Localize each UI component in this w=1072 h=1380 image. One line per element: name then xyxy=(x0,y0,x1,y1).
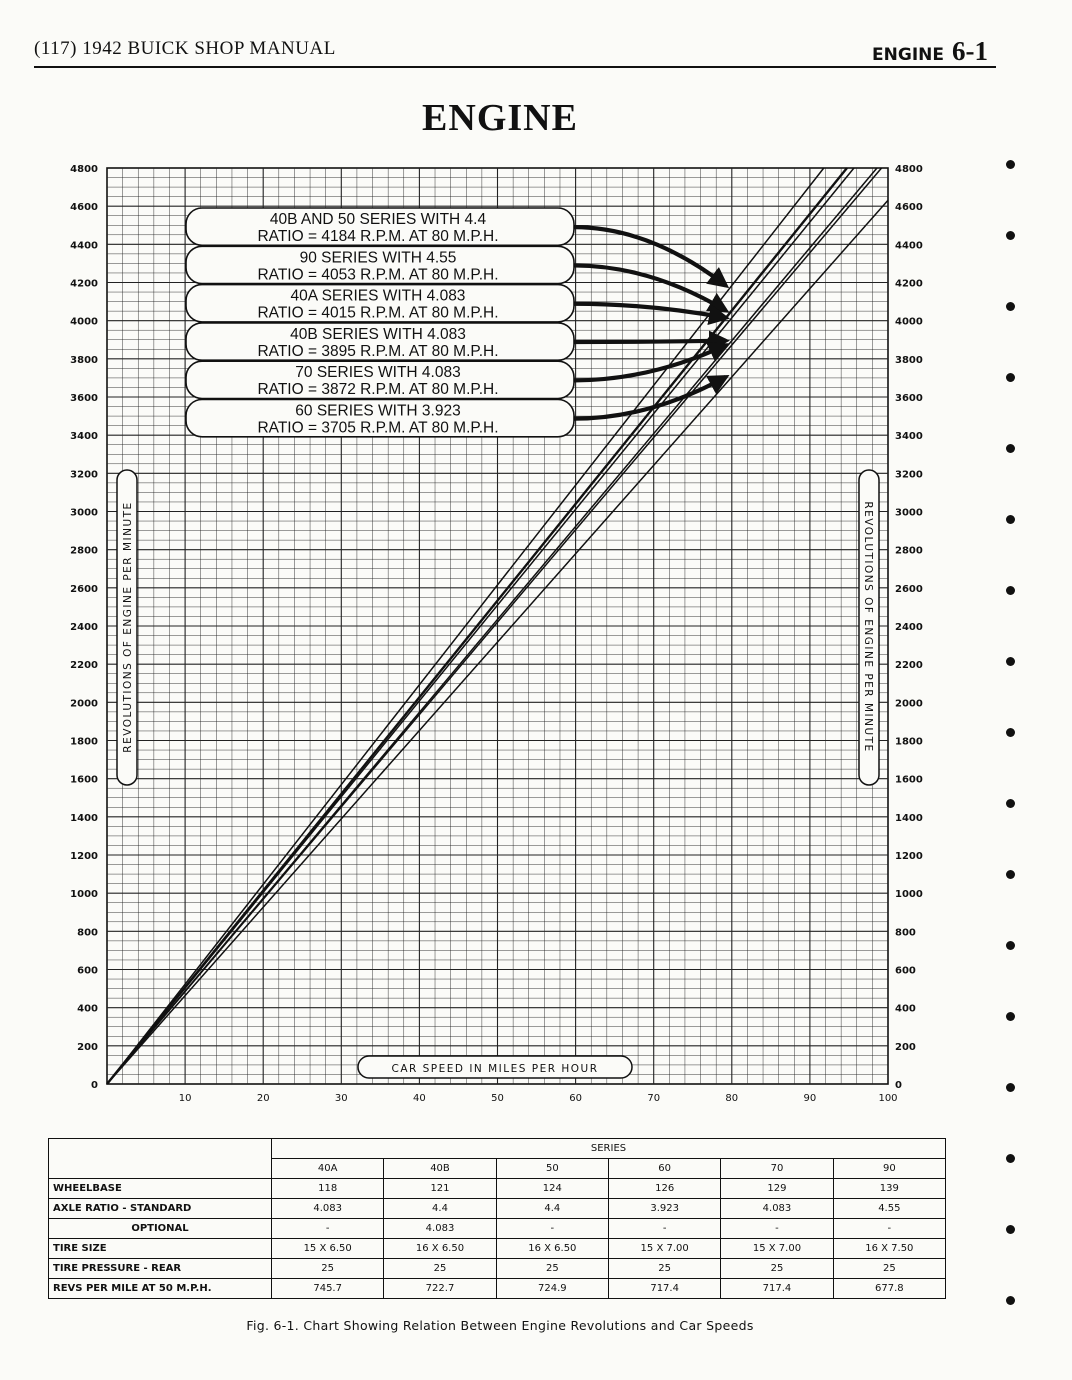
binder-hole xyxy=(1006,1154,1015,1163)
table-cell: 15 X 7.00 xyxy=(608,1239,720,1259)
x-tick-labels xyxy=(179,1093,898,1104)
spec-table-body xyxy=(49,1179,946,1299)
table-row xyxy=(49,1259,946,1279)
x-tick-label: 100 xyxy=(878,1093,898,1104)
annotation-line2: RATIO = 3872 R.P.M. AT 80 M.P.H. xyxy=(257,381,499,399)
y-tick-labels-right xyxy=(895,164,923,1091)
header-section-number: 6-1 xyxy=(952,36,988,66)
series-column-header: 60 xyxy=(608,1159,720,1179)
row-label: WHEELBASE xyxy=(49,1179,272,1199)
y-axis-label-right xyxy=(859,470,879,785)
y-tick-label-left: 4800 xyxy=(70,164,98,175)
table-cell: 724.9 xyxy=(496,1279,608,1299)
y-tick-label-left: 1200 xyxy=(70,851,98,862)
table-cell: 25 xyxy=(496,1259,608,1279)
annotation-arrow xyxy=(574,304,726,318)
row-label: TIRE SIZE xyxy=(49,1239,272,1259)
y-tick-label-left: 2400 xyxy=(70,622,98,633)
y-tick-label-right: 2800 xyxy=(895,545,923,557)
binder-hole xyxy=(1006,160,1015,169)
y-tick-label-left: 3800 xyxy=(70,354,98,366)
table-cell: 139 xyxy=(833,1179,945,1199)
table-cell: - xyxy=(833,1219,945,1239)
table-cell: 15 X 6.50 xyxy=(272,1239,384,1259)
table-cell: 4.083 xyxy=(384,1219,496,1239)
table-cell: 121 xyxy=(384,1179,496,1199)
series-column-header: 40A xyxy=(272,1159,384,1179)
y-tick-label-left: 2000 xyxy=(70,698,98,710)
y-tick-label-left: 4600 xyxy=(70,202,98,214)
annotation-line1: 70 SERIES WITH 4.083 xyxy=(295,364,461,382)
y-tick-label-right: 3800 xyxy=(895,354,923,366)
table-cell: 4.55 xyxy=(833,1199,945,1219)
annotation-line2: RATIO = 4015 R.P.M. AT 80 M.P.H. xyxy=(257,304,499,322)
y-tick-label-right: 4600 xyxy=(895,202,923,214)
x-tick-label: 60 xyxy=(569,1093,582,1104)
table-cell: 717.4 xyxy=(721,1279,833,1299)
table-row xyxy=(49,1239,946,1259)
spec-table-corner xyxy=(49,1139,272,1179)
binder-hole xyxy=(1006,586,1015,595)
annotation-line1: 60 SERIES WITH 3.923 xyxy=(295,402,461,420)
binder-hole xyxy=(1006,1225,1015,1234)
table-cell: 4.4 xyxy=(496,1199,608,1219)
table-cell: 3.923 xyxy=(608,1199,720,1219)
y-tick-label-right: 1400 xyxy=(895,812,923,824)
table-cell: 4.083 xyxy=(721,1199,833,1219)
table-cell: 25 xyxy=(721,1259,833,1279)
table-cell: 25 xyxy=(384,1259,496,1279)
table-row xyxy=(49,1179,946,1199)
annotation-line1: 90 SERIES WITH 4.55 xyxy=(299,249,457,267)
table-cell: 4.4 xyxy=(384,1199,496,1219)
table-cell: 124 xyxy=(496,1179,608,1199)
y-tick-label-left: 3600 xyxy=(70,393,98,404)
annotation-arrow xyxy=(574,341,726,342)
binder-hole xyxy=(1006,302,1015,311)
table-cell: 722.7 xyxy=(384,1279,496,1299)
annotation-boxes xyxy=(186,208,574,437)
table-cell: - xyxy=(272,1219,384,1239)
y-tick-label-right: 400 xyxy=(895,1003,916,1015)
annotation-line2: RATIO = 4184 R.P.M. AT 80 M.P.H. xyxy=(257,228,499,245)
y-tick-label-right: 1000 xyxy=(895,889,923,901)
y-tick-labels-left xyxy=(70,164,98,1091)
row-label: OPTIONAL xyxy=(49,1219,272,1239)
binder-hole xyxy=(1006,657,1015,666)
y-tick-label-right: 4200 xyxy=(895,278,923,290)
page-title: ENGINE xyxy=(422,97,578,139)
y-tick-label-left: 4400 xyxy=(70,240,98,252)
header-section-label: ENGINE xyxy=(872,45,944,65)
y-tick-label-right: 2400 xyxy=(895,622,923,633)
y-tick-label-left: 2600 xyxy=(70,583,98,595)
y-tick-label-left: 4200 xyxy=(70,278,98,290)
table-cell: 129 xyxy=(721,1179,833,1199)
x-tick-label: 50 xyxy=(491,1093,504,1104)
y-axis-label-left xyxy=(117,470,137,785)
binder-hole xyxy=(1006,870,1015,879)
x-tick-label: 90 xyxy=(803,1093,817,1104)
table-cell: 25 xyxy=(608,1259,720,1279)
y-tick-label-right: 4800 xyxy=(895,164,923,175)
table-row xyxy=(49,1199,946,1219)
y-tick-label-left: 0 xyxy=(91,1080,98,1091)
y-tick-label-right: 1800 xyxy=(895,736,923,748)
y-tick-label-left: 4000 xyxy=(70,316,98,328)
series-column-header: 90 xyxy=(833,1159,945,1179)
header-section xyxy=(872,36,988,67)
y-tick-label-right: 4000 xyxy=(895,316,923,328)
table-cell: 745.7 xyxy=(272,1279,384,1299)
table-cell: 677.8 xyxy=(833,1279,945,1299)
y-tick-label-right: 800 xyxy=(895,927,916,939)
y-tick-label-right: 3200 xyxy=(895,469,923,481)
table-cell: - xyxy=(721,1219,833,1239)
y-tick-label-right: 2000 xyxy=(895,698,923,710)
series-column-header: 50 xyxy=(496,1159,608,1179)
y-tick-label-left: 1800 xyxy=(70,736,98,748)
y-tick-label-right: 3000 xyxy=(895,507,923,519)
annotation-line1: 40B SERIES WITH 4.083 xyxy=(290,325,466,343)
series-column-header: 40B xyxy=(384,1159,496,1179)
table-row xyxy=(49,1279,946,1299)
x-axis-label xyxy=(358,1056,632,1078)
annotation-line2: RATIO = 3895 R.P.M. AT 80 M.P.H. xyxy=(257,342,499,360)
y-tick-label-left: 1000 xyxy=(70,889,98,901)
y-tick-label-left: 400 xyxy=(77,1003,98,1015)
table-cell: 16 X 7.50 xyxy=(833,1239,945,1259)
rpm-speed-chart xyxy=(0,150,1000,1120)
table-cell: 16 X 6.50 xyxy=(384,1239,496,1259)
row-label: TIRE PRESSURE - REAR xyxy=(49,1259,272,1279)
y-tick-label-right: 3400 xyxy=(895,431,923,443)
y-tick-label-right: 2600 xyxy=(895,583,923,595)
series-header: SERIES xyxy=(272,1139,946,1159)
y-tick-label-left: 800 xyxy=(77,927,98,939)
annotation-line1: 40A SERIES WITH 4.083 xyxy=(290,287,466,305)
binder-hole xyxy=(1006,941,1015,950)
spec-table xyxy=(48,1138,946,1299)
table-cell: 15 X 7.00 xyxy=(721,1239,833,1259)
y-tick-label-left: 1400 xyxy=(70,812,98,824)
table-cell: 16 X 6.50 xyxy=(496,1239,608,1259)
table-cell: 25 xyxy=(272,1259,384,1279)
x-tick-label: 40 xyxy=(413,1093,426,1104)
y-tick-label-left: 2200 xyxy=(70,660,98,672)
y-tick-label-left: 1600 xyxy=(70,774,98,786)
header-rule xyxy=(34,66,996,68)
y-tick-label-left: 600 xyxy=(77,965,98,977)
spec-table-header-row xyxy=(49,1139,946,1159)
binder-hole xyxy=(1006,1083,1015,1092)
table-cell: 717.4 xyxy=(608,1279,720,1299)
y-tick-label-right: 200 xyxy=(895,1041,916,1053)
row-label: REVS PER MILE AT 50 M.P.H. xyxy=(49,1279,272,1299)
annotation-line2: RATIO = 4053 R.P.M. AT 80 M.P.H. xyxy=(257,266,499,284)
y-tick-label-right: 0 xyxy=(895,1080,902,1091)
y-tick-label-left: 200 xyxy=(77,1041,98,1053)
table-cell: 4.083 xyxy=(272,1199,384,1219)
y-axis-label-right-text: REVOLUTIONS OF ENGINE PER MINUTE xyxy=(862,501,874,753)
annotation-line2: RATIO = 3705 R.P.M. AT 80 M.P.H. xyxy=(257,419,499,437)
binder-hole xyxy=(1006,444,1015,453)
table-cell: - xyxy=(608,1219,720,1239)
y-tick-label-left: 3000 xyxy=(70,507,98,519)
binder-hole xyxy=(1006,231,1015,240)
x-tick-label: 70 xyxy=(647,1093,661,1104)
binder-hole xyxy=(1006,728,1015,737)
y-tick-label-left: 2800 xyxy=(70,545,98,557)
table-row xyxy=(49,1219,946,1239)
row-label: AXLE RATIO - STANDARD xyxy=(49,1199,272,1219)
y-tick-label-right: 1600 xyxy=(895,774,923,786)
y-tick-label-right: 4400 xyxy=(895,240,923,252)
table-cell: 126 xyxy=(608,1179,720,1199)
annotation-line1: 40B AND 50 SERIES WITH 4.4 xyxy=(269,211,487,228)
x-tick-label: 20 xyxy=(256,1093,270,1104)
binder-hole xyxy=(1006,1296,1015,1305)
x-tick-label: 30 xyxy=(334,1093,348,1104)
x-tick-label: 80 xyxy=(725,1093,739,1104)
binder-hole xyxy=(1006,1012,1015,1021)
y-axis-label-left-text: REVOLUTIONS OF ENGINE PER MINUTE xyxy=(122,501,134,753)
y-tick-label-right: 3600 xyxy=(895,393,923,404)
series-column-header: 70 xyxy=(721,1159,833,1179)
y-tick-label-right: 2200 xyxy=(895,660,923,672)
y-tick-label-right: 600 xyxy=(895,965,916,977)
table-cell: - xyxy=(496,1219,608,1239)
table-cell: 25 xyxy=(833,1259,945,1279)
table-cell: 118 xyxy=(272,1179,384,1199)
y-tick-label-right: 1200 xyxy=(895,851,923,862)
binder-hole xyxy=(1006,373,1015,382)
y-tick-label-left: 3400 xyxy=(70,431,98,443)
header-manual-title: (117) 1942 BUICK SHOP MANUAL xyxy=(34,38,336,59)
figure-caption: Fig. 6-1. Chart Showing Relation Between Engine Revolutions and Car Speeds xyxy=(246,1318,754,1333)
x-tick-label: 10 xyxy=(178,1093,192,1104)
binder-hole xyxy=(1006,515,1015,524)
binder-hole xyxy=(1006,799,1015,808)
y-tick-label-left: 3200 xyxy=(70,469,98,481)
x-axis-label-text: CAR SPEED IN MILES PER HOUR xyxy=(391,1063,599,1075)
